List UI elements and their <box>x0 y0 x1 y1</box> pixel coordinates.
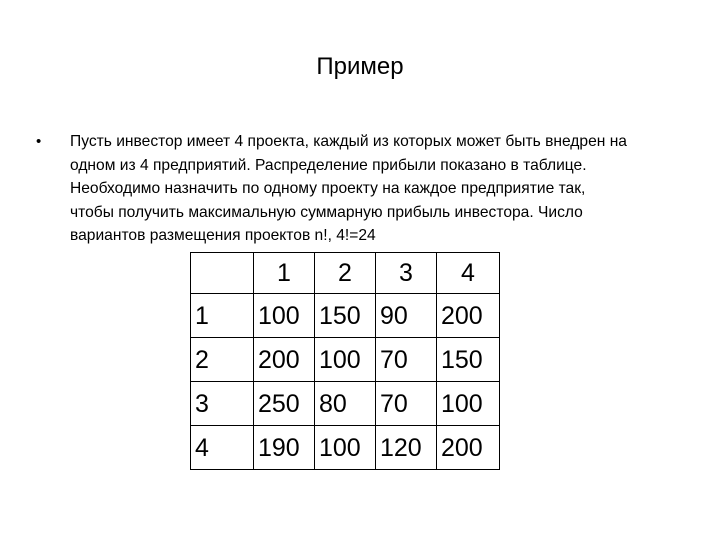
table-cell: 100 <box>437 382 500 426</box>
table-cell: 200 <box>437 426 500 470</box>
table-cell: 80 <box>315 382 376 426</box>
row-header: 1 <box>191 294 254 338</box>
table-cell: 100 <box>315 426 376 470</box>
row-header: 4 <box>191 426 254 470</box>
table-cell: 100 <box>254 294 315 338</box>
column-header: 4 <box>437 253 500 294</box>
table-cell: 250 <box>254 382 315 426</box>
row-header: 2 <box>191 338 254 382</box>
table-cell: 200 <box>254 338 315 382</box>
profit-table <box>190 252 500 470</box>
table-row <box>191 294 500 338</box>
table-row <box>191 426 500 470</box>
table-row <box>191 338 500 382</box>
table-corner-cell <box>191 253 254 294</box>
slide-title: Пример <box>316 53 404 80</box>
table-row <box>191 382 500 426</box>
bullet-marker: • <box>36 133 42 150</box>
table-cell: 100 <box>315 338 376 382</box>
table-header-row <box>191 253 500 294</box>
body-paragraph: Пусть инвестор имеет 4 проекта, каждый из которых может быть внедрен на одном из 4 предприятий. Распределение прибыли показано в таблице. Необходимо назначить по одному проекту на каждое предприятие так, чтобы получить максимальную суммарную прибыль инвестора. Число вариантов размещения проектов n!, 4!=24 <box>70 133 627 244</box>
table-cell: 190 <box>254 426 315 470</box>
column-header: 3 <box>376 253 437 294</box>
table-cell: 70 <box>376 382 437 426</box>
table-cell: 200 <box>437 294 500 338</box>
table-cell: 120 <box>376 426 437 470</box>
table-cell: 70 <box>376 338 437 382</box>
table-cell: 150 <box>437 338 500 382</box>
row-header: 3 <box>191 382 254 426</box>
table-cell: 90 <box>376 294 437 338</box>
column-header: 1 <box>254 253 315 294</box>
table-cell: 150 <box>315 294 376 338</box>
column-header: 2 <box>315 253 376 294</box>
